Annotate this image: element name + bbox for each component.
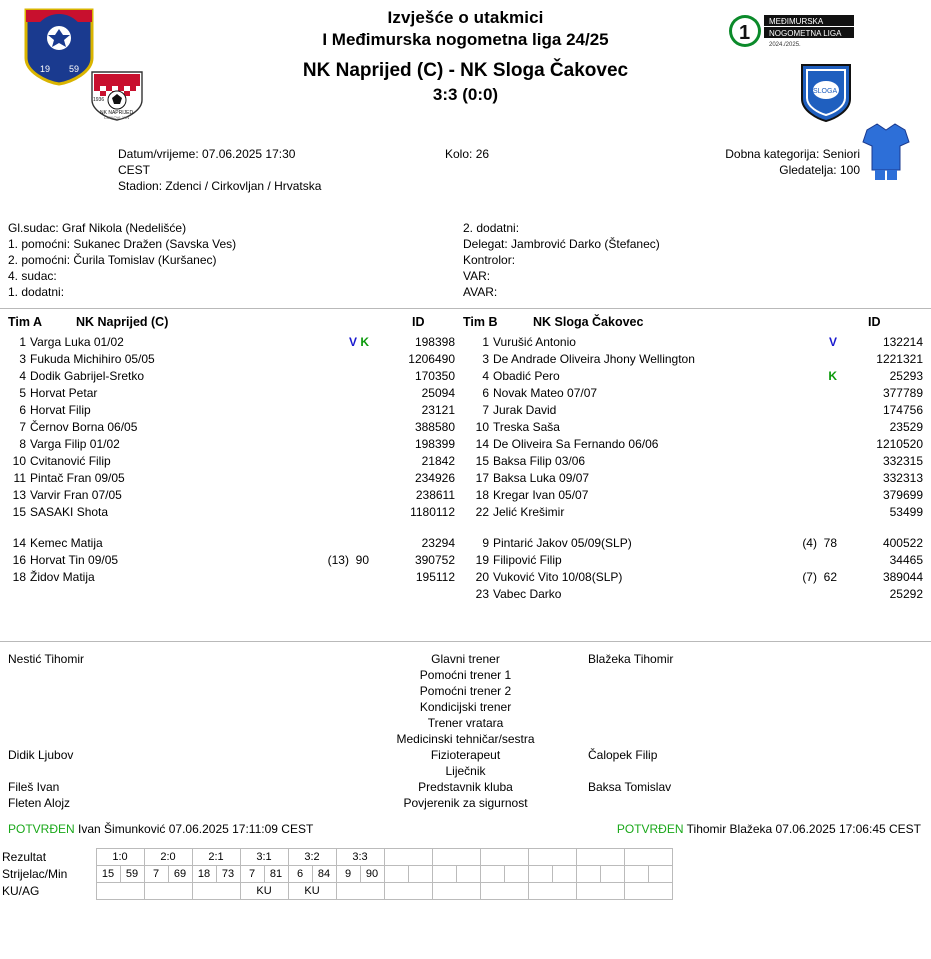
player-id: 332313 (882, 471, 923, 485)
kuag-cell (480, 883, 528, 900)
staff-role: Pomoćni trener 2 (419, 684, 512, 698)
official-line: 2. dodatni: (463, 221, 520, 235)
result-cell (624, 849, 672, 866)
teams-section (0, 315, 931, 635)
team-b-squad (463, 335, 923, 604)
staff-role: Liječnik (445, 764, 486, 778)
player-id: 34465 (889, 553, 923, 567)
datetime-value: 07.06.2025 17:30 (202, 147, 296, 161)
player-row (0, 420, 455, 437)
staff-home: Nestić Tihomir (8, 652, 85, 666)
player-id: 198398 (414, 335, 455, 349)
result-cell: 3:2 (288, 849, 336, 866)
player-row (0, 352, 455, 369)
player-id: 174756 (882, 403, 923, 417)
player-name: Vuković Vito 10/08(SLP) (493, 570, 623, 584)
official-line: Gl.sudac: Graf Nikola (Nedelišće) (8, 221, 187, 235)
player-row (463, 369, 923, 386)
scorer-minute: 59 (120, 866, 144, 883)
confirmation-right (617, 822, 921, 836)
federation-crest-icon (22, 4, 96, 86)
player-marks: (4) 78 (802, 536, 837, 550)
player-row (463, 587, 923, 604)
player-name: Filipović Filip (493, 553, 562, 567)
player-name: Baksa Filip 03/06 (493, 454, 586, 468)
row-label-kuag: KU/AG (2, 884, 40, 898)
squad-separator (0, 522, 455, 536)
staff-row (0, 732, 931, 748)
player-number: 14 (475, 437, 489, 451)
scorer-minute (552, 866, 576, 883)
player-number: 18 (475, 488, 489, 502)
scorer-player: 9 (336, 866, 360, 883)
player-marks: (7) 62 (802, 570, 837, 584)
player-row (463, 570, 923, 587)
team-a-label: Tim A (8, 315, 43, 329)
result-cell (432, 849, 480, 866)
officials-block (0, 220, 931, 302)
scorer-minute (408, 866, 432, 883)
home-club-crest-icon (86, 70, 148, 122)
player-name: Kemec Matija (30, 536, 103, 550)
staff-row (0, 796, 931, 812)
scorer-minute (648, 866, 672, 883)
row-label-strijelac: Strijelac/Min (2, 867, 68, 881)
official-line: Delegat: Jambrović Darko (Štefanec) (463, 237, 660, 251)
player-marks: (13) 90 (327, 553, 369, 567)
player-row (0, 471, 455, 488)
staff-row (0, 764, 931, 780)
player-name: Židov Matija (30, 570, 95, 584)
player-name: Varga Luka 01/02 (30, 335, 124, 349)
scorer-minute: 84 (312, 866, 336, 883)
player-name: Fukuda Michihiro 05/05 (30, 352, 155, 366)
player-marks: V (828, 335, 837, 349)
player-id: 21842 (421, 454, 455, 468)
scorer-minute: 73 (216, 866, 240, 883)
squads (0, 335, 931, 635)
result-cell: 3:1 (240, 849, 288, 866)
scorer-player (384, 866, 408, 883)
svg-text:1: 1 (739, 22, 751, 44)
player-name: Dodik Gabrijel-Sretko (30, 369, 145, 383)
age-category-label: Dobna kategorija: (725, 147, 820, 161)
player-number: 20 (475, 570, 489, 584)
player-row (463, 352, 923, 369)
official-line: AVAR: (463, 285, 498, 299)
player-name: Varga Filip 01/02 (30, 437, 120, 451)
player-row (0, 386, 455, 403)
scorer-player (480, 866, 504, 883)
round-value: 26 (475, 147, 490, 161)
player-number: 4 (482, 369, 489, 383)
player-id: 25292 (889, 587, 923, 601)
player-id: 234926 (414, 471, 455, 485)
player-row (0, 536, 455, 553)
kuag-cell (192, 883, 240, 900)
officials-right (463, 220, 903, 300)
player-number: 17 (475, 471, 489, 485)
player-id: 332315 (882, 454, 923, 468)
staff-role: Fizioterapeut (430, 748, 501, 762)
player-id: 1210520 (876, 437, 923, 451)
kuag-cell (432, 883, 480, 900)
kuag-cell (528, 883, 576, 900)
kuag-cell (96, 883, 144, 900)
player-id: 238611 (415, 488, 455, 502)
player-id: 377789 (882, 386, 923, 400)
player-number: 5 (19, 386, 26, 400)
player-row (0, 437, 455, 454)
player-id: 23529 (889, 420, 923, 434)
team-a-name: NK Naprijed (C) (76, 315, 169, 329)
official-line: Kontrolor: (463, 253, 516, 267)
player-number: 1 (482, 335, 489, 349)
spectators-value: 100 (839, 163, 860, 177)
staff-row (0, 780, 931, 796)
staff-row (0, 668, 931, 684)
player-id: 132214 (882, 335, 923, 349)
player-id: 23121 (421, 403, 455, 417)
staff-role: Glavni trener (431, 652, 500, 666)
staff-role: Pomoćni trener 1 (419, 668, 512, 682)
team-b-id-header: ID (868, 315, 881, 329)
player-id: 1180112 (410, 505, 455, 519)
confirmation-row (0, 822, 931, 842)
team-b-name: NK Sloga Čakovec (533, 315, 644, 329)
kuag-cell: KU (240, 883, 288, 900)
stadium-value: Zdenci / Cirkovljan / Hrvatska (165, 179, 322, 193)
kuag-cell (624, 883, 672, 900)
player-number: 6 (19, 403, 26, 417)
player-row (463, 505, 923, 522)
player-id: 195112 (415, 570, 455, 584)
official-line: 1. pomoćni: Sukanec Dražen (Savska Ves) (8, 237, 237, 251)
league-title: I Međimurska nogometna liga 24/25 (322, 30, 609, 49)
player-number: 10 (475, 420, 489, 434)
staff-row (0, 716, 931, 732)
player-row (0, 369, 455, 386)
player-number: 4 (19, 369, 26, 383)
official-line: 1. dodatni: (8, 285, 65, 299)
player-name: Horvat Tin 09/05 (30, 553, 119, 567)
scorer-player: 18 (192, 866, 216, 883)
staff-section (0, 652, 931, 812)
result-table (0, 848, 673, 900)
svg-text:2024./2025.: 2024./2025. (769, 42, 801, 48)
player-row (463, 471, 923, 488)
player-row (463, 553, 923, 570)
confirmation-left (8, 822, 313, 836)
player-name: SASAKI Shota (30, 505, 109, 519)
player-name: Obadić Pero (493, 369, 560, 383)
player-row (0, 335, 455, 352)
result-cell (480, 849, 528, 866)
away-club-crest-icon (799, 62, 853, 124)
confirmation-left-status: POTVRĐEN (8, 822, 75, 836)
scorer-row (0, 866, 672, 883)
match-meta (0, 146, 931, 208)
player-marks: V K (348, 335, 369, 349)
scorer-player: 7 (144, 866, 168, 883)
staff-away: Blažeka Tihomir (588, 652, 674, 666)
scorer-player (576, 866, 600, 883)
teams-header (0, 315, 931, 335)
player-name: Jurak David (493, 403, 557, 417)
player-row (0, 570, 455, 587)
datetime-label: Datum/vrijeme: (118, 147, 199, 161)
player-number: 15 (12, 505, 26, 519)
staff-away: Baksa Tomislav (588, 780, 672, 794)
player-name: Kregar Ivan 05/07 (493, 488, 589, 502)
player-number: 13 (12, 488, 26, 502)
player-row (0, 553, 455, 570)
player-number: 8 (19, 437, 26, 451)
player-name: Varvir Fran 07/05 (30, 488, 122, 502)
kuag-cell (384, 883, 432, 900)
player-name: Treska Saša (493, 420, 560, 434)
player-number: 14 (12, 536, 26, 550)
team-a-id-header: ID (412, 315, 425, 329)
player-name: Pintač Fran 09/05 (30, 471, 125, 485)
svg-text:1936: 1936 (93, 97, 105, 103)
player-number: 16 (12, 553, 26, 567)
scorer-player: 6 (288, 866, 312, 883)
team-b-label: Tim B (463, 315, 498, 329)
player-name: Černov Borna 06/05 (30, 420, 138, 434)
match-title: NK Naprijed (C) - NK Sloga Čakovec (302, 60, 629, 81)
stadium-label: Stadion: (118, 179, 163, 193)
player-number: 22 (475, 505, 489, 519)
official-line: 2. pomoćni: Čurila Tomislav (Kuršanec) (8, 253, 217, 267)
scorer-minute (504, 866, 528, 883)
player-id: 379699 (882, 488, 923, 502)
spectators-label: Gledatelja: (779, 163, 837, 177)
player-name: De Andrade Oliveira Jhony Wellington (493, 352, 695, 366)
svg-text:NOGOMETNA LIGA: NOGOMETNA LIGA (769, 29, 842, 38)
scorer-player: 7 (240, 866, 264, 883)
kuag-cell (576, 883, 624, 900)
player-number: 9 (482, 536, 489, 550)
player-number: 6 (482, 386, 489, 400)
staff-row (0, 700, 931, 716)
scorer-minute: 81 (264, 866, 288, 883)
player-row (463, 386, 923, 403)
player-id: 388580 (414, 420, 455, 434)
kuag-row (0, 883, 672, 900)
svg-text:MEĐIMURSKA: MEĐIMURSKA (769, 17, 824, 26)
page-title: Izvješće o utakmici (387, 8, 544, 27)
player-row (463, 335, 923, 352)
player-number: 1 (19, 335, 26, 349)
result-row (0, 849, 672, 866)
result-cell: 1:0 (96, 849, 144, 866)
svg-text:CIRKOVLJAN: CIRKOVLJAN (104, 115, 130, 120)
player-id: 170350 (414, 369, 455, 383)
row-label-rezultat: Rezultat (2, 850, 47, 864)
scorer-minute: 69 (168, 866, 192, 883)
svg-text:NK NAPRIJED: NK NAPRIJED (100, 110, 134, 116)
confirmation-left-text: Ivan Šimunković 07.06.2025 17:11:09 CEST (78, 822, 314, 836)
svg-text:SLOGA: SLOGA (813, 88, 838, 95)
result-cell: 2:1 (192, 849, 240, 866)
player-name: Pintarić Jakov 05/09(SLP) (493, 536, 632, 550)
result-cell (576, 849, 624, 866)
scorer-minute: 90 (360, 866, 384, 883)
confirmation-right-status: POTVRĐEN (616, 822, 684, 836)
result-cell: 3:3 (336, 849, 384, 866)
player-number: 10 (12, 454, 26, 468)
player-number: 19 (475, 553, 489, 567)
player-name: Cvitanović Filip (30, 454, 111, 468)
team-a-squad (0, 335, 455, 587)
player-id: 390752 (414, 553, 455, 567)
result-cell (528, 849, 576, 866)
meta-right (600, 146, 860, 178)
result-cell (384, 849, 432, 866)
player-row (0, 454, 455, 471)
player-name: Vurušić Antonio (493, 335, 576, 349)
player-name: De Oliveira Sa Fernando 06/06 (493, 437, 659, 451)
result-grid (0, 848, 931, 900)
staff-role: Predstavnik kluba (418, 780, 513, 794)
divider (0, 641, 931, 642)
staff-away: Čalopek Filip (588, 748, 658, 762)
scorer-minute (456, 866, 480, 883)
player-row (463, 454, 923, 471)
scorer-player (624, 866, 648, 883)
staff-home: Didik Ljubov (8, 748, 74, 762)
player-row (463, 536, 923, 553)
svg-text:19: 19 (40, 64, 51, 74)
player-number: 23 (475, 587, 489, 601)
player-id: 25293 (889, 369, 923, 383)
player-id: 198399 (414, 437, 455, 451)
kuag-cell (144, 883, 192, 900)
staff-home: Fleten Alojz (8, 796, 71, 810)
staff-home: Fileš Ivan (8, 780, 60, 794)
squad-separator (463, 522, 923, 536)
player-name: Jelić Krešimir (493, 505, 565, 519)
player-row (463, 488, 923, 505)
staff-row (0, 748, 931, 764)
kuag-cell: KU (288, 883, 336, 900)
player-id: 1206490 (408, 352, 455, 366)
staff-role: Kondicijski trener (419, 700, 512, 714)
timezone-value: CEST (118, 163, 151, 177)
staff-role: Medicinski tehničar/sestra (396, 732, 535, 746)
player-row (463, 403, 923, 420)
official-line: 4. sudac: (8, 269, 57, 283)
player-number: 7 (482, 403, 489, 417)
player-name: Vabec Darko (493, 587, 562, 601)
player-number: 18 (12, 570, 26, 584)
player-row (0, 488, 455, 505)
league-logo-icon (728, 12, 856, 50)
confirmation-right-text: Tihomir Blažeka 07.06.2025 17:06:45 CEST (686, 822, 921, 836)
player-number: 3 (482, 352, 489, 366)
svg-text:59: 59 (69, 64, 80, 74)
kuag-cell (336, 883, 384, 900)
player-row (0, 505, 455, 522)
scorer-minute (600, 866, 624, 883)
player-id: 25094 (421, 386, 455, 400)
player-id: 400522 (882, 536, 923, 550)
match-score: 3:3 (0:0) (432, 85, 499, 104)
player-number: 3 (19, 352, 26, 366)
staff-row (0, 652, 931, 668)
player-name: Baksa Luka 09/07 (493, 471, 590, 485)
player-number: 7 (19, 420, 26, 434)
player-row (463, 420, 923, 437)
divider (0, 308, 931, 309)
player-name: Horvat Petar (30, 386, 98, 400)
player-number: 11 (13, 471, 26, 485)
round-label: Kolo: (445, 147, 473, 161)
player-id: 23294 (421, 536, 455, 550)
meta-left (118, 146, 418, 194)
player-id: 1221321 (876, 352, 923, 366)
player-id: 53499 (889, 505, 923, 519)
officials-left (8, 220, 448, 300)
player-row (0, 403, 455, 420)
player-id: 389044 (882, 570, 923, 584)
player-row (463, 437, 923, 454)
result-cell: 2:0 (144, 849, 192, 866)
age-category-value: Seniori (822, 147, 860, 161)
staff-role: Trener vratara (427, 716, 504, 730)
scorer-player: 15 (96, 866, 120, 883)
player-number: 15 (475, 454, 489, 468)
player-name: Horvat Filip (30, 403, 91, 417)
official-line: VAR: (463, 269, 491, 283)
report-header (0, 0, 931, 140)
scorer-player (432, 866, 456, 883)
scorer-player (528, 866, 552, 883)
staff-row (0, 684, 931, 700)
player-name: Novak Mateo 07/07 (493, 386, 598, 400)
player-marks: K (828, 369, 837, 383)
staff-role: Povjerenik za sigurnost (403, 796, 528, 810)
